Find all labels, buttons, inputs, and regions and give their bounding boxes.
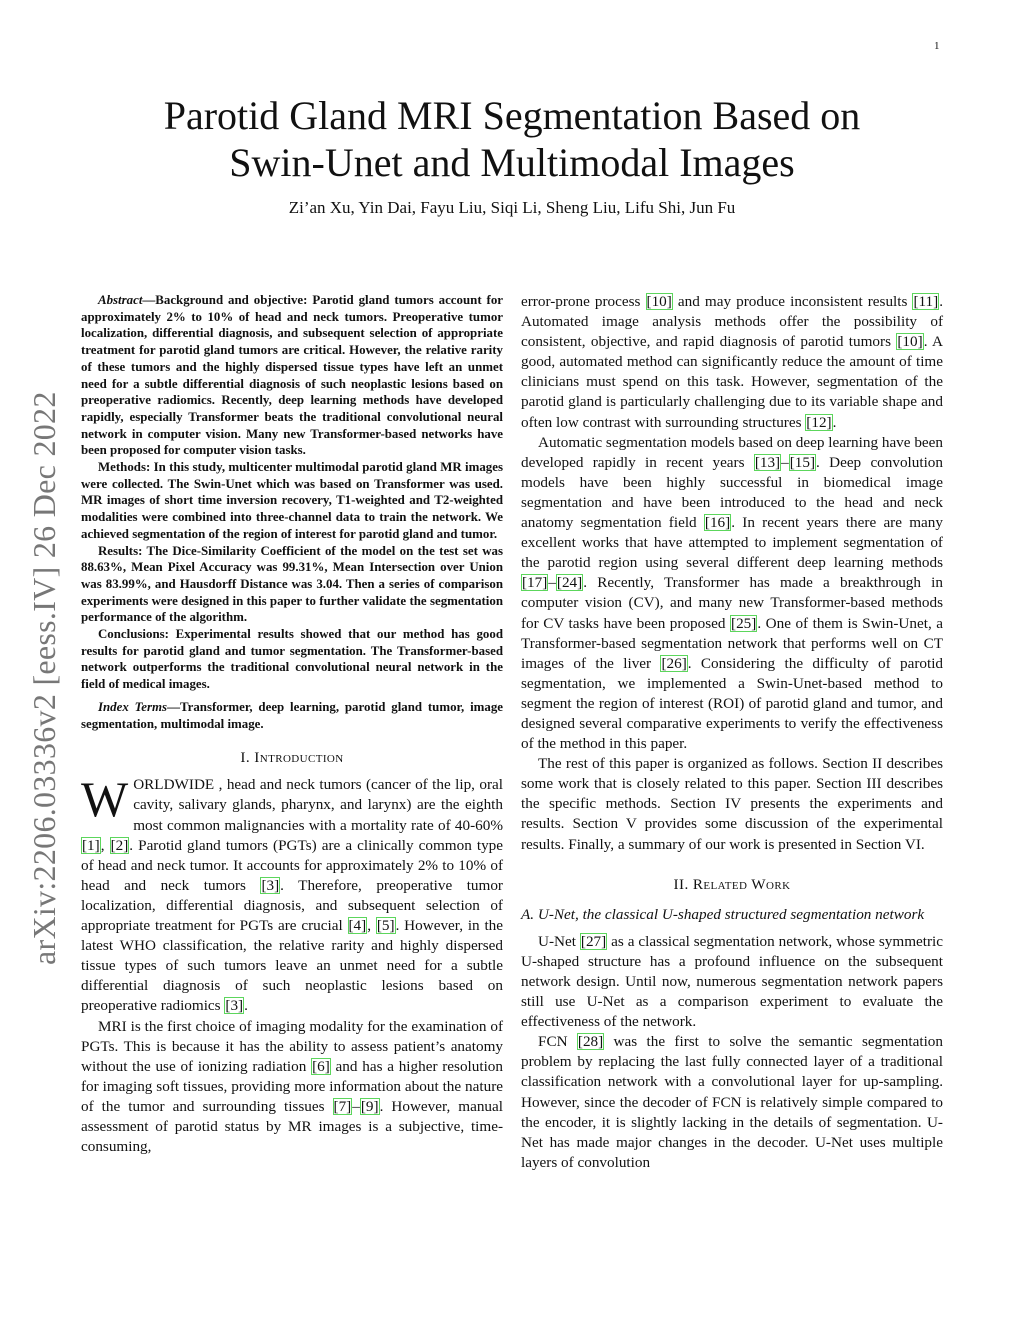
abstract-conclusions: Conclusions: Experimental results showed that our method has good results for parotid gland and tumor segmentation. The Transformer-based network outperforms the traditional convolutional neural network in the field of medical images. [81, 627, 503, 692]
drop-cap: W [81, 771, 129, 828]
related-paragraph-2: FCN [28] was the first to solve the semantic segmentation problem by replacing the last fully connected layer of a traditional classification network with a convolutional layer for up-sampling. However, since the decoder of FCN is relatively simple compared to the encoder, it is slightly lacking in the details of segmentation. U-Net has made major changes in the decoder. U-Net uses multiple layers of convolution [521, 1033, 943, 1171]
citation-link[interactable]: [24] [556, 574, 583, 592]
intro-paragraph-3: Automatic segmentation models based on deep learning have been developed rapidly in recent years [13]–[15]. Deep convolution models have been highly successful in biomedical image segmentation and have been introduced to the head and neck anatomy segmentation field [16]. In recent years there are many excellent works that have attempted to implement segmentation of the parotid region using several different deep learning methods [17]–[24]. Recently, Transformer has made a breakthrough in computer vision (CV), and many new Transformer-based methods for CV tasks have been proposed [25]. One of them is Swin-Unet, a Transformer-based segmentation network that performs well on CT images of the liver [26]. Considering the difficulty of parotid segmentation, we implemented a Swin-Unet-based method to segment the region of interest (ROI) of parotid gland and tumor, and designed several comparative experiments to verify the effectiveness of the method in this paper. [521, 433, 944, 753]
citation-link[interactable]: [4] [348, 917, 367, 935]
author-list: Zi’an Xu, Yin Dai, Fayu Liu, Siqi Li, Sheng Liu, Lifu Shi, Jun Fu [288, 198, 736, 217]
citation-link[interactable]: [27] [580, 932, 607, 950]
section-heading-introduction: I. Introduction [240, 749, 344, 767]
citation-link[interactable]: [9] [360, 1097, 379, 1115]
intro-paragraph-2-continued: error-prone process [10] and may produce inconsistent results [11]. Automated image analysis methods offer the possibility of consistent, objective, and rapid diagnosis of parotid tumors [10]. A good, automated method can significantly reduce the amount of time clinicians must spend on this task. However, segmentation of the parotid gland is particularly challenging due to its variable shape and often low contrast with surrounding structures [12]. [521, 293, 943, 431]
left-column [81, 292, 503, 1157]
index-terms-label: Index Terms [98, 699, 168, 714]
abstract [81, 292, 503, 732]
citation-link[interactable]: [25] [731, 614, 757, 632]
title-line-1: Parotid Gland MRI Segmentation Based on [163, 93, 861, 138]
citation-link[interactable]: [15] [789, 453, 816, 471]
citation-link[interactable]: [26] [661, 654, 687, 672]
citation-link[interactable]: [13] [754, 453, 781, 471]
citation-link[interactable]: [5] [376, 917, 395, 935]
abstract-background: Abstract—Background and objective: Parotid gland tumors account for approximately 2% to 10% of head and neck tumors. Preoperative tumor localization, differential diagnosis, and subsequent selection of appropriate treatment for parotid gland tumors are critical. However, the relative rarity of these tumors and the highly dispersed tissue types have left an unmet need for a subtle differential diagnosis of such neoplastic lesions based on preoperative radiomics. Recently, deep learning methods have developed rapidly, especially Transformer beats the traditional convolutional neural network in computer vision. Many new Transformer-based networks have been proposed for computer vision tasks. [81, 293, 503, 458]
paper-title [80, 92, 944, 186]
section-heading-related-work: II. Related Work [673, 875, 791, 893]
abstract-results: Results: The Dice-Similarity Coefficient of the model on the test set was 88.63%, Mean Pixel Accuracy was 99.31%, Mean Intersection over Union was 83.99%, and Hausdorff Distance was 3.04. Then a series of comparison experiments were designed in this paper to further validate the segmentation performance of the algorithm. [81, 543, 503, 625]
citation-link[interactable]: [10] [897, 333, 923, 351]
index-terms: Index Terms—Transformer, deep learning, parotid gland tumor, image segmentation, multimodal image. [81, 699, 503, 731]
citation-link[interactable]: [3] [261, 876, 280, 894]
citation-link[interactable]: [6] [312, 1057, 330, 1075]
citation-link[interactable]: [3] [225, 997, 244, 1015]
citation-link[interactable]: [2] [110, 836, 129, 854]
right-column [521, 292, 943, 1173]
abstract-methods: Methods: In this study, multicenter multimodal parotid gland MR images were collected. The Swin-Unet which was based on Transformer was used. MR images of short time inversion recovery, T1-weighted and T2-weighted modalities were combined into three-channel data to train the network. We achieved segmentation of the region of interest for parotid gland and tumor. [81, 460, 503, 541]
arxiv-identifier: arXiv:2206.03336v2 [eess.IV] 26 Dec 2022 [26, 391, 62, 965]
abstract-label: Abstract [98, 293, 143, 307]
citation-link[interactable]: [12] [806, 413, 832, 431]
citation-link[interactable]: [17] [522, 574, 548, 592]
title-line-2: Swin-Unet and Multimodal Images [229, 140, 795, 185]
citation-link[interactable]: [10] [646, 293, 672, 310]
citation-link[interactable]: [11] [913, 293, 939, 310]
citation-link[interactable]: [16] [704, 514, 731, 532]
intro-paragraph-1: WORLDWIDE , head and neck tumors (cancer of the lip, oral cavity, salivary glands, pharynx, and larynx) are the eighth most common malignancies with a mortality rate of 40-60% [1], [2]. Parotid gland tumors (PGTs) are a clinically common type of head and neck tumor. It accounts for approximately 2% to 10% of head and neck tumors [3]. Therefore, preoperative tumor localization, differential diagnosis, and subsequent selection of appropriate treatment for PGTs are crucial [4], [5]. However, in the latest WHO classification, the relative rarity and highly dispersed tissue types of such tumors leave an unmet need for a subtle differential diagnosis of such neoplastic lesions based on preoperative radiomics [3]. [81, 771, 504, 1015]
related-paragraph-1: U-Net [27] as a classical segmentation network, whose symmetric U-shaped structure has a profound influence on the subsequent network design. Until now, numerous segmentation network papers still use U-Net as a comparison experiment to evaluate the effectiveness of the network. [521, 932, 943, 1031]
intro-paragraph-4: The rest of this paper is organized as follows. Section II describes some work that is closely related to this paper. Section III describes the specific methods. Section IV presents the experiments and results. Section V provides some discussion of the experimental results. Finally, a summary of our work is presented in Section VI. [521, 755, 943, 853]
page-number: 1 [934, 40, 940, 52]
citation-link[interactable]: [7] [333, 1097, 352, 1115]
citation-link[interactable]: [28] [577, 1033, 604, 1051]
subsection-heading-unet: A. U-Net, the classical U-shaped structured segmentation network [521, 905, 925, 923]
intro-paragraph-2: MRI is the first choice of imaging modality for the examination of PGTs. This is because it has the ability to assess patient’s anatomy without the use of ionizing radiation [6] and has a higher resolution for imaging soft tissues, providing more information about the nature of the tumor and surrounding tissues [7]–[9]. However, manual assessment of parotid status by MR images is a subjective, time-consuming, [81, 1017, 503, 1156]
citation-link[interactable]: [1] [82, 836, 100, 854]
